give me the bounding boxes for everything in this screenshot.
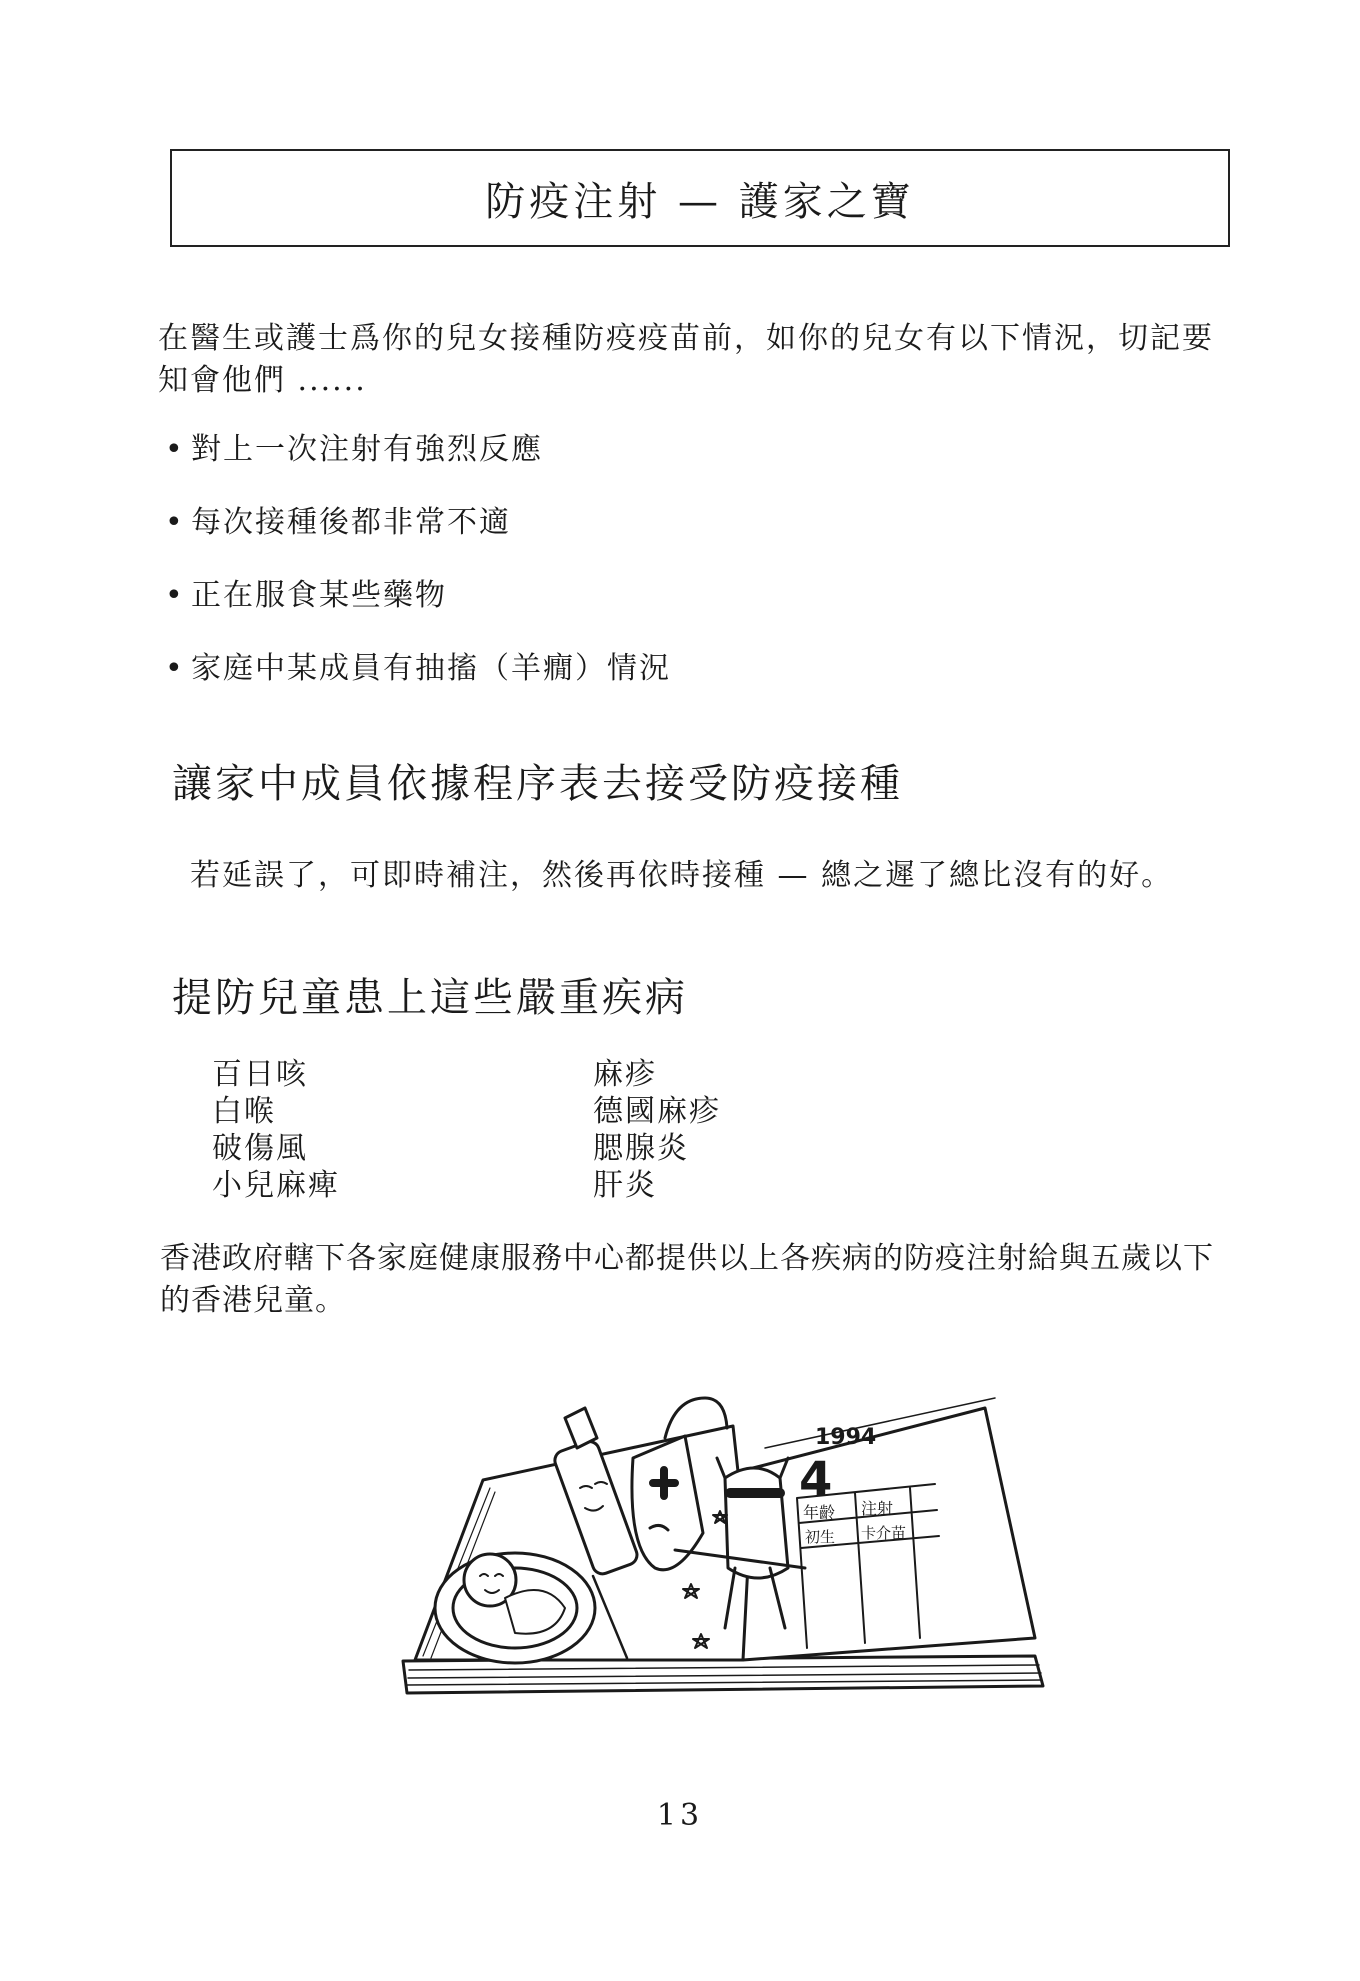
list-item: • 家庭中某成員有抽搐（羊癇）情況 xyxy=(165,647,1165,720)
list-item: • 每次接種後都非常不適 xyxy=(165,501,1165,574)
list-item: 腮腺炎 xyxy=(593,1131,689,1166)
list-item: • 正在服食某些藥物 xyxy=(165,574,1165,647)
calendar-year: 1994 xyxy=(815,1425,877,1450)
list-item: 百日咳 xyxy=(212,1057,308,1092)
bullet-icon: • xyxy=(165,505,185,540)
list-item: 小兒麻痺 xyxy=(212,1168,340,1203)
services-paragraph: 香港政府轄下各家庭健康服務中心都提供以上各疾病的防疫注射給與五歲以下的香港兒童。 xyxy=(160,1241,1214,1318)
intro-paragraph: 在醫生或護士爲你的兒女接種防疫疫苗前，如你的兒女有以下情況，切記要知會他們 ...... xyxy=(158,321,1214,398)
list-item: 肝炎 xyxy=(593,1168,657,1203)
diseases-heading: 提防兒童患上這些嚴重疾病 xyxy=(172,975,688,1021)
precaution-list xyxy=(165,428,1165,720)
disease-list-right xyxy=(593,1056,721,1204)
calendar-header-age: 年齡 xyxy=(803,1503,836,1522)
vaccination-cartoon-illustration xyxy=(395,1318,1055,1718)
list-item: • 對上一次注射有強烈反應 xyxy=(165,428,1165,501)
calendar-row-age: 初生 xyxy=(805,1528,836,1546)
bullet-icon: • xyxy=(165,651,185,686)
calendar-big-digit: 4 xyxy=(799,1452,833,1508)
schedule-note: 若延誤了，可即時補注，然後再依時接種 — 總之遲了總比沒有的好。 xyxy=(190,858,1174,893)
calendar-header-injection: 注射 xyxy=(861,1499,894,1518)
bullet-icon: • xyxy=(165,578,185,613)
list-item: 破傷風 xyxy=(212,1131,308,1166)
list-item: 德國麻疹 xyxy=(593,1094,721,1129)
page-number: 13 xyxy=(656,1798,704,1833)
list-item: 白喉 xyxy=(212,1094,276,1129)
disease-list-left xyxy=(212,1056,340,1204)
calendar-row-vaccine: 卡介苗 xyxy=(861,1524,907,1542)
bullet-icon: • xyxy=(165,432,185,467)
page-title: 防疫注射 — 護家之寶 xyxy=(170,149,1230,247)
list-item: 麻疹 xyxy=(593,1057,657,1092)
schedule-heading: 讓家中成員依據程序表去接受防疫接種 xyxy=(172,761,903,807)
